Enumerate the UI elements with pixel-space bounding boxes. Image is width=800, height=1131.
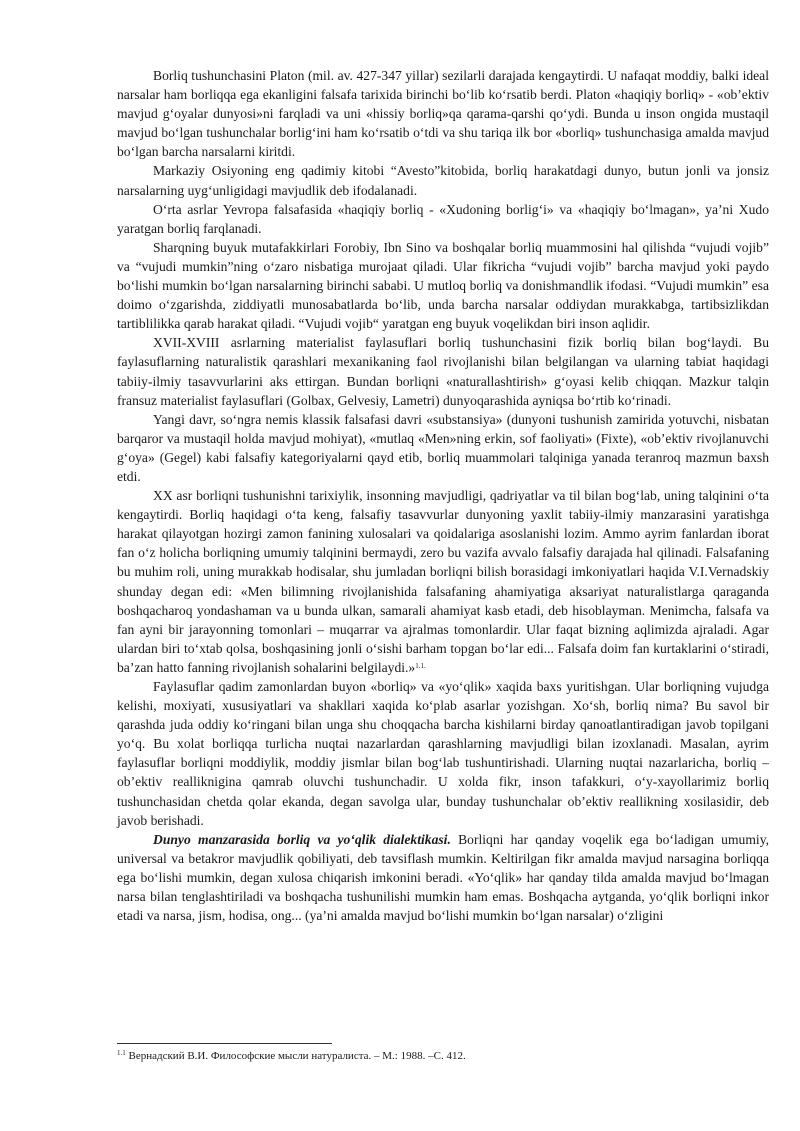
- section-heading: Dunyo manzarasida borliq va yo‘qlik dialektikasi.: [153, 831, 451, 847]
- paragraph-materialists: XVII-XVIII asrlarning materialist faylasuflari borliq tushunchasini fizik borliq bilan bog‘laydi. Bu faylasuflarning naturalistik qarashlari mexanikaning faol rivojlanishi bilan belgilangan va ularning tabiat haqidagi tabiiy-ilmiy tasavvurlarini aks ettirgan. Bundan borliqni «naturallashtirish» g‘oyasi kelib chiqqan. Mazkur talqin fransuz materialist faylasuflari (Golbax, Gelvesiy, Lametri) dunyoqarashida ayniqsa bo‘rtib ko‘rinadi.: [117, 335, 769, 408]
- paragraph-philosophers: Faylasuflar qadim zamonlardan buyon «borliq» va «yo‘qlik» xaqida baxs yuritishgan. Ular borliqning vujudga kelishi, moxiyati, xususiyatlari va shakllari xaqida ko‘plab asarlar yozishgan. Xo‘sh, borliq nima? Bu savol bir qarashda juda oddiy ko‘ringani bilan unga shu choqqacha barcha kishilarni birday qanoatlantiradigan javob topilgani yo‘q. Bu xolat borliqqa turlicha nuqtai nazarlardan qarashlarning mavjudligi bilan izoxlanadi. Masalan, ayrim faylasuflar borliqni moddiylik, moddiy jismlar bilan bog‘lab tushuntirishadi. Ularning nuqtai nazarlaricha, borliq – ob’ektiv realliknigina qamrab oluvchi tushunchadir. U xolda fikr, inson tafakkuri, o‘y-xayollarimiz borliq tushunchasidan chetda qolar ekanda, degan savolga ular, bunday tushunchalar ob’ektiv reallikning xosilasidir, deb javob berishadi.: [117, 679, 769, 828]
- paragraph-eastern-thinkers: Sharqning buyuk mutafakkirlari Forobiy, Ibn Sino va boshqalar borliq muammosini hal qilishda “vujudi vojib” va “vujudi mumkin”ning o‘zaro nisbatiga murojaat qiladi. Ular fikricha “vujudi vojib” barcha mavjud yoki paydo bo‘lishi mumkin bo‘lgan narsalarning birinchi sababi. U mutloq borliq va donishmandlik ifodasi. “Vujudi mumkin” esa doimo o‘zgarishda, ziddiyatli munosabatlarda bo‘lib, unda barcha narsalar oddiydan murakkabga, tartibsizlikdan tartiblilikka qarab harakat qiladi. “Vujudi vojib“ yaratgan eng buyuk voqelikdan biri inson aqlidir.: [117, 239, 769, 332]
- paragraph-new-era: Yangi davr, so‘ngra nemis klassik falsafasi davri «substansiya» (dunyoni tushunish zamirida yotuvchi, nisbatan barqaror va mustaqil holda mavjud mohiyat), «mutlaq «Men»ning erkin, sof faoliyati» (Fixte), «ob’ektiv rivojlanuvchi g‘oya» (Gegel) kabi falsafiy kategoriyalarni qayd etib, borliq muammolari talqiniga yanada teranroq mazmun baxsh etdi.: [117, 411, 769, 484]
- paragraph-dialectics: [117, 830, 769, 925]
- footnote: [117, 1049, 769, 1063]
- paragraph-twentieth-century: [117, 486, 769, 677]
- footnote-mark: 1.1: [117, 1049, 126, 1057]
- paragraph-platon: Borliq tushunchasini Platon (mil. av. 427-347 yillar) sezilarli darajada kengaytirdi. U nafaqat moddiy, balki ideal narsalar ham borliqqa ega ekanligini falsafa tarixida birinchi bo‘lib ko‘rsatib berdi. Platon «haqiqiy borliq» - «ob’ektiv mavjud g‘oyalar dunyosi»ni farqladi va uni «hissiy borliq»qa qarama-qarshi qo‘ydi. Bunda u inson ongida mustaqil mavjud bo‘lgan tushunchalar borlig‘ini ham ko‘rsatib o‘tdi va shu tariqa ilk bor «borliq» tushunchasiga amalda mavjud bo‘lgan barcha narsalarni kiritdi.: [117, 68, 769, 160]
- vernadsky-quote-text: XX asr borliqni tushunishni tarixiylik, insonning mavjudligi, qadriyatlar va til bilan bog‘lab, uning talqinini o‘ta kengaytirdi. Borliq haqidagi o‘ta keng, falsafiy tasavvurlar dunyoning yaxlit tabiiy-ilmiy manzarasini yaratishga harakat qilayotgan hozirgi zamon fanining xulosalari va qoidalariga asoslanishi lozim. Ammo ayrim fanlardan iborat fan o‘z holicha borliqning umumiy talqinini bermaydi, zero bu vazifa avvalo falsafiy darajada hal qilinadi. Falsafaning bu muhim roli, uning murakkab hodisalar, shu jumladan borliqni bilish borasidagi imkoniyatlari haqida V.I.Vernadskiy shunday degan edi: «Men bilimning rivojlanishida falsafaning ahamiyatiga aksariyat naturalistlarga qaraganda boshqacharoq yondashaman va u bunda ulkan, samarali ahamiyat kasb etadi, deb hisoblayman. Menimcha, falsafa va fan ayni bir jarayonning tomonlari – muqarrar va ajralmas tomonlardir. Ular faqat bizning aqlimizda ajraladi. Agar ulardan biri to‘xtab qolsa, boshqasining jonli o‘sishi barham topgan bo‘lar edi... Falsafa doim fan kurtaklarini o‘stiradi, ba’zan hatto fanning rivojlanish sohalarini belgilaydi.»: [117, 488, 769, 675]
- footnote-divider: [117, 1043, 332, 1044]
- dialectics-text: Borliqni har qanday voqelik ega bo‘ladigan umumiy, universal va betakror mavjudlik qobiliyati, deb tavsiflash mumkin. Keltirilgan fikr amalda mavjud narsagina borliqqa ega bo‘lishi mumkin, degan xulosa chiqarish imkonini beradi. «Yo‘qlik» har qanday tilda amalda mavjud bo‘lmagan narsa bilan tenglashtiriladi va boshqacha tushunilishi mumkin ham emas. Boshqacha aytganda, yo‘qlik borliqni inkor etadi va narsa, jism, hodisa, ong... (ya’ni amalda mavjud bo‘lishi mumkin bo‘lgan narsalar) o‘zligini: [117, 831, 769, 924]
- paragraph-middle-ages: O‘rta asrlar Yevropa falsafasida «haqiqiy borliq - «Xudoning borlig‘i» va «haqiqiy bo‘lmagan», ya’ni Xudo yaratgan borliq farqlanadi.: [117, 201, 769, 236]
- footnote-text: Вернадский В.И. Философские мысли натуралиста. – М.: 1988. –С. 412.: [125, 1050, 466, 1062]
- footnote-reference[interactable]: 1.1.: [415, 661, 426, 670]
- paragraph-avesto: Markaziy Osiyoning eng qadimiy kitobi “Avesto”kitobida, borliq harakatdagi dunyo, butun jonli va jonsiz narsalarning uyg‘unligidagi mavjudlik deb ifodalanadi.: [117, 163, 769, 198]
- document-body: [117, 66, 769, 925]
